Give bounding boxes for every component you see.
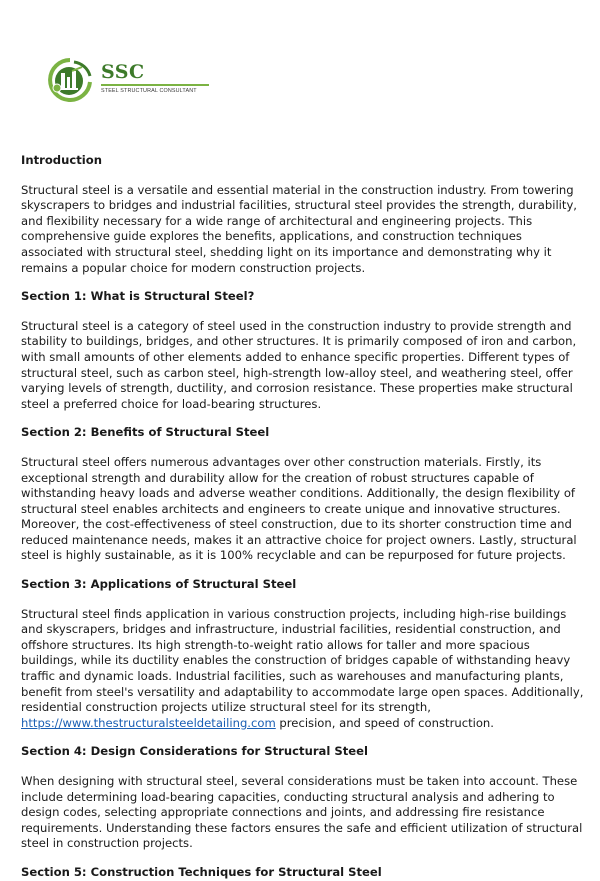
section-heading-2: Section 2: Benefits of Structural Steel [21, 425, 270, 440]
section-heading-3: Section 3: Applications of Structural Steel [21, 577, 297, 592]
steel-detailing-link[interactable]: https://www.thestructuralsteeldetailing.com [21, 715, 276, 730]
ssc-logo [44, 58, 214, 102]
logo-title: SSC [101, 61, 145, 83]
section-heading-5: Section 5: Construction Techniques for Structural Steel [21, 864, 382, 879]
section-heading-introduction: Introduction [21, 153, 102, 167]
logo-subtitle: STEEL STRUCTURAL CONSULTANT [101, 88, 197, 94]
ssc-emblem-icon [44, 58, 96, 102]
section-body-4: When designing with structural steel, several considerations must be taken into account. These include determining load-bearing capacities, conducting structural analysis and adhering to design codes, selecting appropriate connections and joints, and addressing fire resistance requirements. Understanding these factors ensures the safe and efficient utilization of structural steel in construction projects. [21, 774, 583, 851]
section-body-introduction: Structural steel is a versatile and essential material in the construction industry. From towering skyscrapers to bridges and industrial facilities, structural steel provides the strength, durability, and flexibility necessary for a wide range of architectural and engineering projects. This comprehensive guide explores the benefits, applications, and construction techniques associated with structural steel, shedding light on its importance and demonstrating why it remains a popular choice for modern construction projects. [21, 182, 577, 275]
section-body-3-text: Structural steel finds application in various construction projects, including high-rise buildings and skyscrapers, bridges and infrastructure, industrial facilities, residential construction, and offshore structures. Its high strength-to-weight ratio allows for taller and more spacious buildings, while its ductility enables the construction of bridges capable of withstanding heavy traffic and dynamic loads. Industrial facilities, such as warehouses and manufacturing plants, benefit from steel's versatility and adaptability to accommodate large open spaces. Additionally, residential construction projects utilize structural steel for its strength, [21, 606, 584, 715]
document-body [21, 153, 587, 881]
section-heading-1: Section 1: What is Structural Steel? [21, 289, 255, 304]
section-body-2: Structural steel offers numerous advantages over other construction materials. Firstly, its exceptional strength and durability allow for the creation of robust structures capable of withstanding heavy loads and adverse weather conditions. Additionally, the design flexibility of structural steel enables architects and engineers to create unique and innovative structures. Moreover, the cost-effectiveness of steel construction, due to its shorter construction time and reduced maintenance needs, makes it an attractive choice for project owners. Lastly, structural steel is highly sustainable, as it is 100% recyclable and can be repurposed for future projects. [21, 454, 577, 563]
logo-divider [101, 84, 209, 86]
section-body-3 [21, 607, 587, 732]
section-heading-4: Section 4: Design Considerations for Structural Steel [21, 744, 368, 759]
section-body-3-tail: precision, and speed of construction. [275, 715, 494, 730]
section-body-1: Structural steel is a category of steel used in the construction industry to provide strength and stability to buildings, bridges, and other structures. It is primarily composed of iron and carbon, with small amounts of other elements added to enhance specific properties. Different types of structural steel, such as carbon steel, high-strength low-alloy steel, and weathering steel, offer varying levels of strength, ductility, and corrosion resistance. These properties make structural steel a preferred choice for load-bearing structures. [21, 318, 577, 411]
